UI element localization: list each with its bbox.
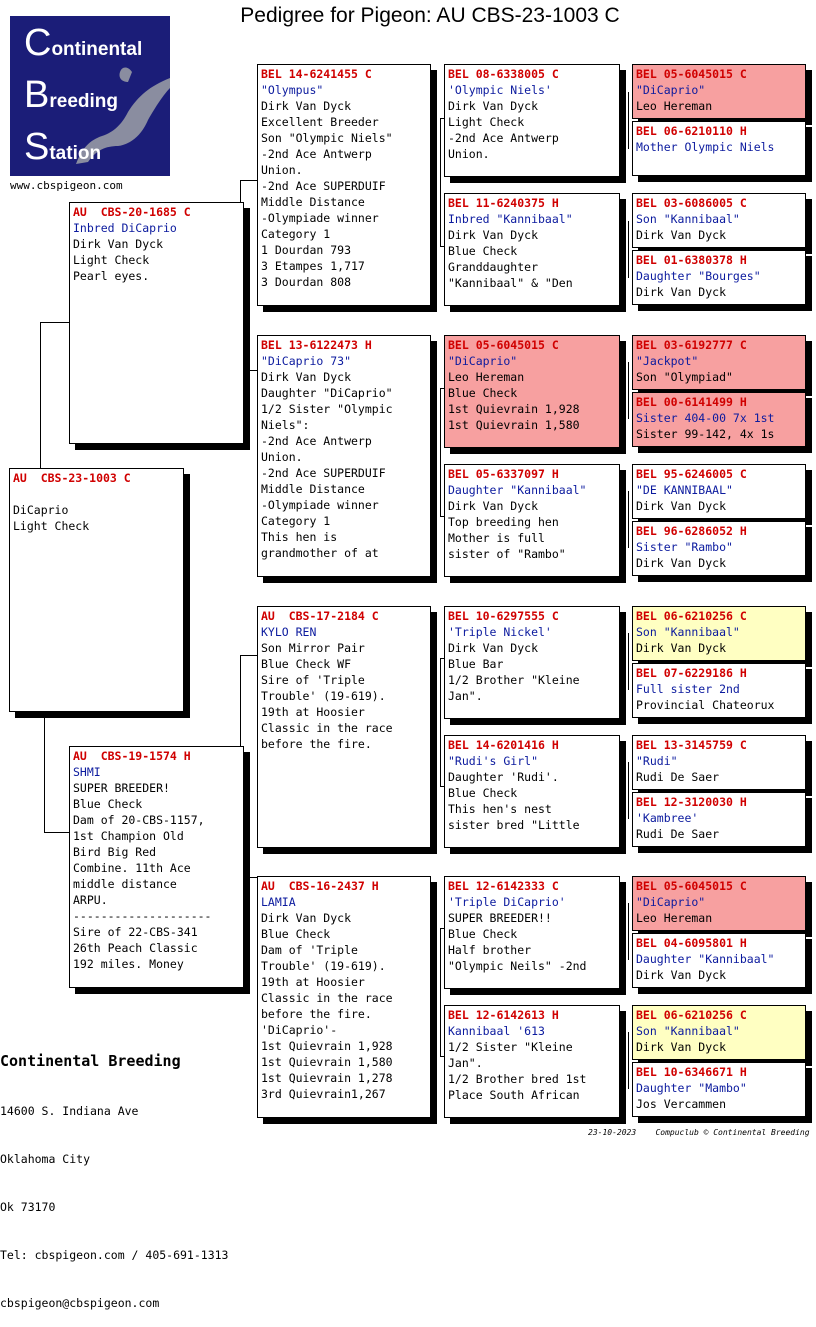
pigeon-name: KYLO REN bbox=[261, 625, 317, 639]
connector-line bbox=[240, 180, 258, 181]
info-line: Trouble' (19-619). bbox=[261, 689, 386, 703]
info-line: 1st Quievrain 1,580 bbox=[448, 418, 580, 432]
info-line: Union. bbox=[261, 450, 303, 464]
info-line: Dirk Van Dyck bbox=[448, 99, 539, 113]
ring-number: BEL 12-3120030 H bbox=[636, 795, 747, 809]
pedigree-box-gen3[interactable] bbox=[444, 1005, 620, 1118]
pigeon-name: "DiCaprio" bbox=[448, 354, 518, 368]
info-line: Dirk Van Dyck bbox=[448, 228, 539, 242]
info-line: Son Mirror Pair bbox=[261, 641, 365, 655]
pedigree-box-gen4[interactable] bbox=[632, 1005, 806, 1060]
ring-number: BEL 05-6045015 C bbox=[636, 67, 747, 81]
pedigree-box-gen4[interactable] bbox=[632, 335, 806, 390]
info-line: Category 1 bbox=[261, 514, 331, 528]
info-line: 3 Dourdan 808 bbox=[261, 275, 352, 289]
info-line: ARPU. bbox=[73, 893, 108, 907]
info-line: "Olympic Neils" -2nd bbox=[448, 959, 587, 973]
pigeon-name: Mother Olympic Niels bbox=[636, 140, 775, 154]
info-line: 1/2 Sister "Olympic bbox=[261, 402, 393, 416]
info-line: grandmother of at bbox=[261, 546, 379, 560]
pigeon-name: 'Olympic Niels' bbox=[448, 83, 552, 97]
ring-number: BEL 00-6141499 H bbox=[636, 395, 747, 409]
ring-number: AU CBS-19-1574 H bbox=[73, 749, 191, 763]
ring-number: BEL 05-6045015 C bbox=[636, 879, 747, 893]
info-line: Middle Distance bbox=[261, 195, 365, 209]
logo bbox=[10, 16, 170, 176]
logo-word-3: Station bbox=[24, 126, 102, 168]
info-line: Blue Check bbox=[448, 786, 518, 800]
info-line: sister bred "Little bbox=[448, 818, 580, 832]
pigeon-name: Inbred DiCaprio bbox=[73, 221, 177, 235]
info-line: Rudi De Saer bbox=[636, 770, 720, 784]
ring-number: BEL 05-6337097 H bbox=[448, 467, 559, 481]
ring-number: BEL 12-6142333 C bbox=[448, 879, 559, 893]
info-line: Mother is full bbox=[448, 531, 545, 545]
info-line: 1/2 Brother bred 1st bbox=[448, 1072, 587, 1086]
info-line: before the fire. bbox=[261, 1007, 372, 1021]
contact-line: cbspigeon@cbspigeon.com bbox=[0, 1296, 160, 1310]
info-line: sister of "Rambo" bbox=[448, 547, 566, 561]
info-line: SUPER BREEDER! bbox=[73, 781, 170, 795]
pedigree-box-gen4[interactable] bbox=[632, 735, 806, 790]
ring-number: BEL 10-6297555 C bbox=[448, 609, 559, 623]
info-line: "Kannibaal" & "Den bbox=[448, 276, 573, 290]
info-line: This hen is bbox=[261, 530, 338, 544]
pigeon-name: "Jackpot" bbox=[636, 354, 699, 368]
connector-line bbox=[240, 655, 258, 656]
info-line: Light Check bbox=[448, 115, 525, 129]
ring-number: BEL 10-6346671 H bbox=[636, 1065, 747, 1079]
info-line: Dirk Van Dyck bbox=[636, 499, 727, 513]
ring-number: BEL 06-6210110 H bbox=[636, 124, 747, 138]
info-line: Classic in the race bbox=[261, 991, 393, 1005]
pigeon-name: 'Kambree' bbox=[636, 811, 699, 825]
ring-number: BEL 03-6192777 C bbox=[636, 338, 747, 352]
connector-line bbox=[440, 928, 441, 1056]
pedigree-box-gen4[interactable] bbox=[632, 193, 806, 248]
info-line: Leo Hereman bbox=[636, 99, 713, 113]
pigeon-name: Kannibaal '613 bbox=[448, 1024, 545, 1038]
info-line: middle distance bbox=[73, 877, 177, 891]
info-line: Dirk Van Dyck bbox=[73, 237, 164, 251]
info-line: 1st Quievrain 1,928 bbox=[261, 1039, 393, 1053]
contact-line: Tel: cbspigeon.com / 405-691-1313 bbox=[0, 1248, 229, 1262]
info-line: Dirk Van Dyck bbox=[261, 370, 352, 384]
pigeon-name: Son "Kannibaal" bbox=[636, 212, 740, 226]
info-line: 1st Quievrain 1,928 bbox=[448, 402, 580, 416]
pigeon-name: Sister 404-00 7x 1st bbox=[636, 411, 775, 425]
connector-line bbox=[628, 362, 629, 419]
info-line: Blue Check bbox=[448, 244, 518, 258]
pedigree-box-gen3[interactable] bbox=[444, 876, 620, 989]
info-line: Dirk Van Dyck bbox=[636, 641, 727, 655]
info-line: Pearl eyes. bbox=[73, 269, 150, 283]
footer bbox=[588, 1128, 810, 1137]
pedigree-box-gen4[interactable] bbox=[632, 121, 806, 176]
info-line: Blue Check WF bbox=[261, 657, 352, 671]
info-line: Union. bbox=[448, 147, 490, 161]
info-line: Leo Hereman bbox=[448, 370, 525, 384]
info-line: -2nd Ace SUPERDUIF bbox=[261, 179, 386, 193]
ring-number: BEL 06-6210256 C bbox=[636, 609, 747, 623]
connector-line bbox=[628, 633, 629, 690]
info-line: Middle Distance bbox=[261, 482, 365, 496]
pigeon-name: "DE KANNIBAAL" bbox=[636, 483, 733, 497]
ring-number: BEL 11-6240375 H bbox=[448, 196, 559, 210]
pigeon-name: 'Triple DiCaprio' bbox=[448, 895, 566, 909]
info-line: Sister 99-142, 4x 1s bbox=[636, 427, 775, 441]
connector-line bbox=[44, 712, 45, 832]
info-line: Son "Olympic Niels" bbox=[261, 131, 393, 145]
pedigree-box-gen4[interactable] bbox=[632, 64, 806, 119]
ring-number: BEL 07-6229186 H bbox=[636, 666, 747, 680]
info-line: 1/2 Brother "Kleine bbox=[448, 673, 580, 687]
info-line: 19th at Hoosier bbox=[261, 975, 365, 989]
info-line: This hen's nest bbox=[448, 802, 552, 816]
info-line: Light Check bbox=[13, 519, 90, 533]
pedigree-box-gen4[interactable] bbox=[632, 521, 806, 576]
pedigree-box-gen3[interactable] bbox=[444, 735, 620, 848]
pedigree-box-gen4[interactable] bbox=[632, 1062, 806, 1117]
connector-line bbox=[40, 322, 70, 323]
pedigree-box-gen4[interactable] bbox=[632, 392, 806, 447]
pedigree-box-dam[interactable] bbox=[69, 746, 244, 988]
info-line: Combine. 11th Ace bbox=[73, 861, 191, 875]
info-line: 1 Dourdan 793 bbox=[261, 243, 352, 257]
info-line: Granddaughter bbox=[448, 260, 539, 274]
pedigree-box-gen4[interactable] bbox=[632, 663, 806, 718]
ring-number: BEL 13-6122473 H bbox=[261, 338, 372, 352]
pigeon-name: Inbred "Kannibaal" bbox=[448, 212, 573, 226]
pedigree-box-gen3[interactable] bbox=[444, 464, 620, 577]
page-title: Pedigree for Pigeon: AU CBS-23-1003 C bbox=[240, 4, 620, 27]
pedigree-box-subject[interactable] bbox=[9, 468, 184, 712]
pedigree-box-gen4[interactable] bbox=[632, 876, 806, 931]
ring-number: BEL 95-6246005 C bbox=[636, 467, 747, 481]
info-line: Dirk Van Dyck bbox=[448, 641, 539, 655]
info-line: 1st Champion Old bbox=[73, 829, 184, 843]
pedigree-box-gen3[interactable] bbox=[444, 335, 620, 448]
info-line: 3 Etampes 1,717 bbox=[261, 259, 365, 273]
pigeon-name: "Olympus" bbox=[261, 83, 324, 97]
ring-number: AU CBS-20-1685 C bbox=[73, 205, 191, 219]
connector-line bbox=[440, 388, 441, 516]
info-line: -Olympiade winner bbox=[261, 498, 379, 512]
info-line: Blue Check bbox=[73, 797, 143, 811]
info-line: Union. bbox=[261, 163, 303, 177]
info-line: -2nd Ace Antwerp bbox=[261, 147, 372, 161]
info-line: Daughter 'Rudi'. bbox=[448, 770, 559, 784]
contact-line: 14600 S. Indiana Ave bbox=[0, 1104, 139, 1118]
info-line: Provincial Chateorux bbox=[636, 698, 775, 712]
info-line: Blue Check bbox=[448, 927, 518, 941]
info-line: Dirk Van Dyck bbox=[636, 285, 727, 299]
info-line: SUPER BREEDER!! bbox=[448, 911, 552, 925]
ring-number: BEL 03-6086005 C bbox=[636, 196, 747, 210]
pigeon-name: "Rudi" bbox=[636, 754, 678, 768]
connector-line bbox=[628, 1032, 629, 1089]
info-line: Dam of 'Triple bbox=[261, 943, 358, 957]
ring-number: BEL 13-3145759 C bbox=[636, 738, 747, 752]
info-line: 1st Quievrain 1,278 bbox=[261, 1071, 393, 1085]
ring-number: BEL 04-6095801 H bbox=[636, 936, 747, 950]
connector-line bbox=[44, 832, 70, 833]
connector-line bbox=[628, 221, 629, 278]
info-line: 26th Peach Classic bbox=[73, 941, 198, 955]
info-line: Blue Check bbox=[261, 927, 331, 941]
pigeon-name: Sister "Rambo" bbox=[636, 540, 733, 554]
info-line: Half brother bbox=[448, 943, 532, 957]
info-line: Light Check bbox=[73, 253, 150, 267]
info-line: Jan". bbox=[448, 689, 483, 703]
ring-number: BEL 14-6241455 C bbox=[261, 67, 372, 81]
ring-number: AU CBS-23-1003 C bbox=[13, 471, 131, 485]
info-line: -Olympiade winner bbox=[261, 211, 379, 225]
pedigree-box-gen3[interactable] bbox=[444, 64, 620, 177]
pedigree-box-gen4[interactable] bbox=[632, 606, 806, 661]
connector-line bbox=[440, 658, 441, 786]
pigeon-name: "Rudi's Girl" bbox=[448, 754, 539, 768]
pigeon-name bbox=[13, 486, 180, 502]
pigeon-name: LAMIA bbox=[261, 895, 296, 909]
ring-number: BEL 12-6142613 H bbox=[448, 1008, 559, 1022]
pedigree-box-gen4[interactable] bbox=[632, 250, 806, 305]
connector-line bbox=[628, 491, 629, 548]
pigeon-name: "DiCaprio" bbox=[636, 895, 706, 909]
info-line: -2nd Ace SUPERDUIF bbox=[261, 466, 386, 480]
connector-line bbox=[628, 762, 629, 819]
info-line: Excellent Breeder bbox=[261, 115, 379, 129]
pigeon-name: Son "Kannibaal" bbox=[636, 1024, 740, 1038]
pigeon-name: 'Triple Nickel' bbox=[448, 625, 552, 639]
ring-number: AU CBS-17-2184 C bbox=[261, 609, 379, 623]
info-line: Trouble' (19-619). bbox=[261, 959, 386, 973]
pedigree-box-gen2[interactable] bbox=[257, 335, 431, 577]
ring-number: BEL 96-6286052 H bbox=[636, 524, 747, 538]
footer-date: 23-10-2023 bbox=[588, 1128, 637, 1137]
pedigree-box-gen3[interactable] bbox=[444, 193, 620, 306]
info-line: 1/2 Sister "Kleine bbox=[448, 1040, 573, 1054]
pigeon-name: Full sister 2nd bbox=[636, 682, 740, 696]
info-line: 19th at Hoosier bbox=[261, 705, 365, 719]
info-line: 1st Quievrain 1,580 bbox=[261, 1055, 393, 1069]
contact-block bbox=[0, 1019, 228, 1327]
pigeon-name: "DiCaprio 73" bbox=[261, 354, 352, 368]
pigeon-name: Daughter "Mambo" bbox=[636, 1081, 747, 1095]
pigeon-name: Son "Kannibaal" bbox=[636, 625, 740, 639]
pedigree-box-sire[interactable] bbox=[69, 202, 244, 444]
info-line: Sire of 22-CBS-341 bbox=[73, 925, 198, 939]
info-line: Dirk Van Dyck bbox=[636, 556, 727, 570]
info-line: Son "Olympiad" bbox=[636, 370, 733, 384]
logo-word-2: Breeding bbox=[24, 74, 118, 116]
contact-name: Continental Breeding bbox=[0, 1052, 181, 1070]
ring-number: BEL 01-6380378 H bbox=[636, 253, 747, 267]
connector-line bbox=[628, 903, 629, 960]
pedigree-box-gen2[interactable] bbox=[257, 876, 431, 1118]
info-line: Daughter "DiCaprio" bbox=[261, 386, 393, 400]
info-line: -------------------- bbox=[73, 909, 212, 923]
info-line: Place South African bbox=[448, 1088, 580, 1102]
info-line: Leo Hereman bbox=[636, 911, 713, 925]
info-line: -2nd Ace Antwerp bbox=[448, 131, 559, 145]
info-line: Classic in the race bbox=[261, 721, 393, 735]
connector-line bbox=[440, 118, 441, 246]
ring-number: AU CBS-16-2437 H bbox=[261, 879, 379, 893]
info-line: Dirk Van Dyck bbox=[448, 499, 539, 513]
pigeon-name: Daughter "Bourges" bbox=[636, 269, 761, 283]
connector-line bbox=[628, 92, 629, 149]
info-line: Top breeding hen bbox=[448, 515, 559, 529]
info-line: DiCaprio bbox=[13, 503, 69, 517]
info-line: Dirk Van Dyck bbox=[636, 228, 727, 242]
contact-line: Oklahoma City bbox=[0, 1152, 91, 1166]
pigeon-name: Daughter "Kannibaal" bbox=[448, 483, 587, 497]
ring-number: BEL 06-6210256 C bbox=[636, 1008, 747, 1022]
pigeon-name: "DiCaprio" bbox=[636, 83, 706, 97]
info-line: Category 1 bbox=[261, 227, 331, 241]
info-line: Bird Big Red bbox=[73, 845, 157, 859]
info-line: Dam of 20-CBS-1157, bbox=[73, 813, 205, 827]
pedigree-box-gen2[interactable] bbox=[257, 606, 431, 848]
info-line: 192 miles. Money bbox=[73, 957, 184, 971]
pigeon-name: SHMI bbox=[73, 765, 101, 779]
info-line: 'DiCaprio'- bbox=[261, 1023, 338, 1037]
contact-line: Ok 73170 bbox=[0, 1200, 56, 1214]
pedigree-box-gen4[interactable] bbox=[632, 792, 806, 847]
ring-number: BEL 08-6338005 C bbox=[448, 67, 559, 81]
info-line: Niels": bbox=[261, 418, 310, 432]
info-line: -2nd Ace Antwerp bbox=[261, 434, 372, 448]
logo-word-1: Continental bbox=[24, 22, 143, 64]
connector-line bbox=[40, 322, 41, 470]
info-line: Sire of 'Triple bbox=[261, 673, 365, 687]
ring-number: BEL 14-6201416 H bbox=[448, 738, 559, 752]
info-line: Dirk Van Dyck bbox=[636, 968, 727, 982]
info-line: Dirk Van Dyck bbox=[261, 99, 352, 113]
info-line: before the fire. bbox=[261, 737, 372, 751]
info-line: Dirk Van Dyck bbox=[636, 1040, 727, 1054]
info-line: 3rd Quievrain1,267 bbox=[261, 1087, 386, 1101]
info-line: Blue Bar bbox=[448, 657, 504, 671]
footer-text: Compuclub © Continental Breeding bbox=[655, 1128, 810, 1137]
pigeon-name: Daughter "Kannibaal" bbox=[636, 952, 775, 966]
pedigree-box-gen4[interactable] bbox=[632, 933, 806, 988]
info-line: Jos Vercammen bbox=[636, 1097, 727, 1111]
info-line: Jan". bbox=[448, 1056, 483, 1070]
info-line: Dirk Van Dyck bbox=[261, 911, 352, 925]
ring-number: BEL 05-6045015 C bbox=[448, 338, 559, 352]
info-line: Blue Check bbox=[448, 386, 518, 400]
info-line: Rudi De Saer bbox=[636, 827, 720, 841]
pedigree-box-gen3[interactable] bbox=[444, 606, 620, 719]
pedigree-box-gen2[interactable] bbox=[257, 64, 431, 306]
website: www.cbspigeon.com bbox=[10, 179, 123, 192]
pedigree-box-gen4[interactable] bbox=[632, 464, 806, 519]
